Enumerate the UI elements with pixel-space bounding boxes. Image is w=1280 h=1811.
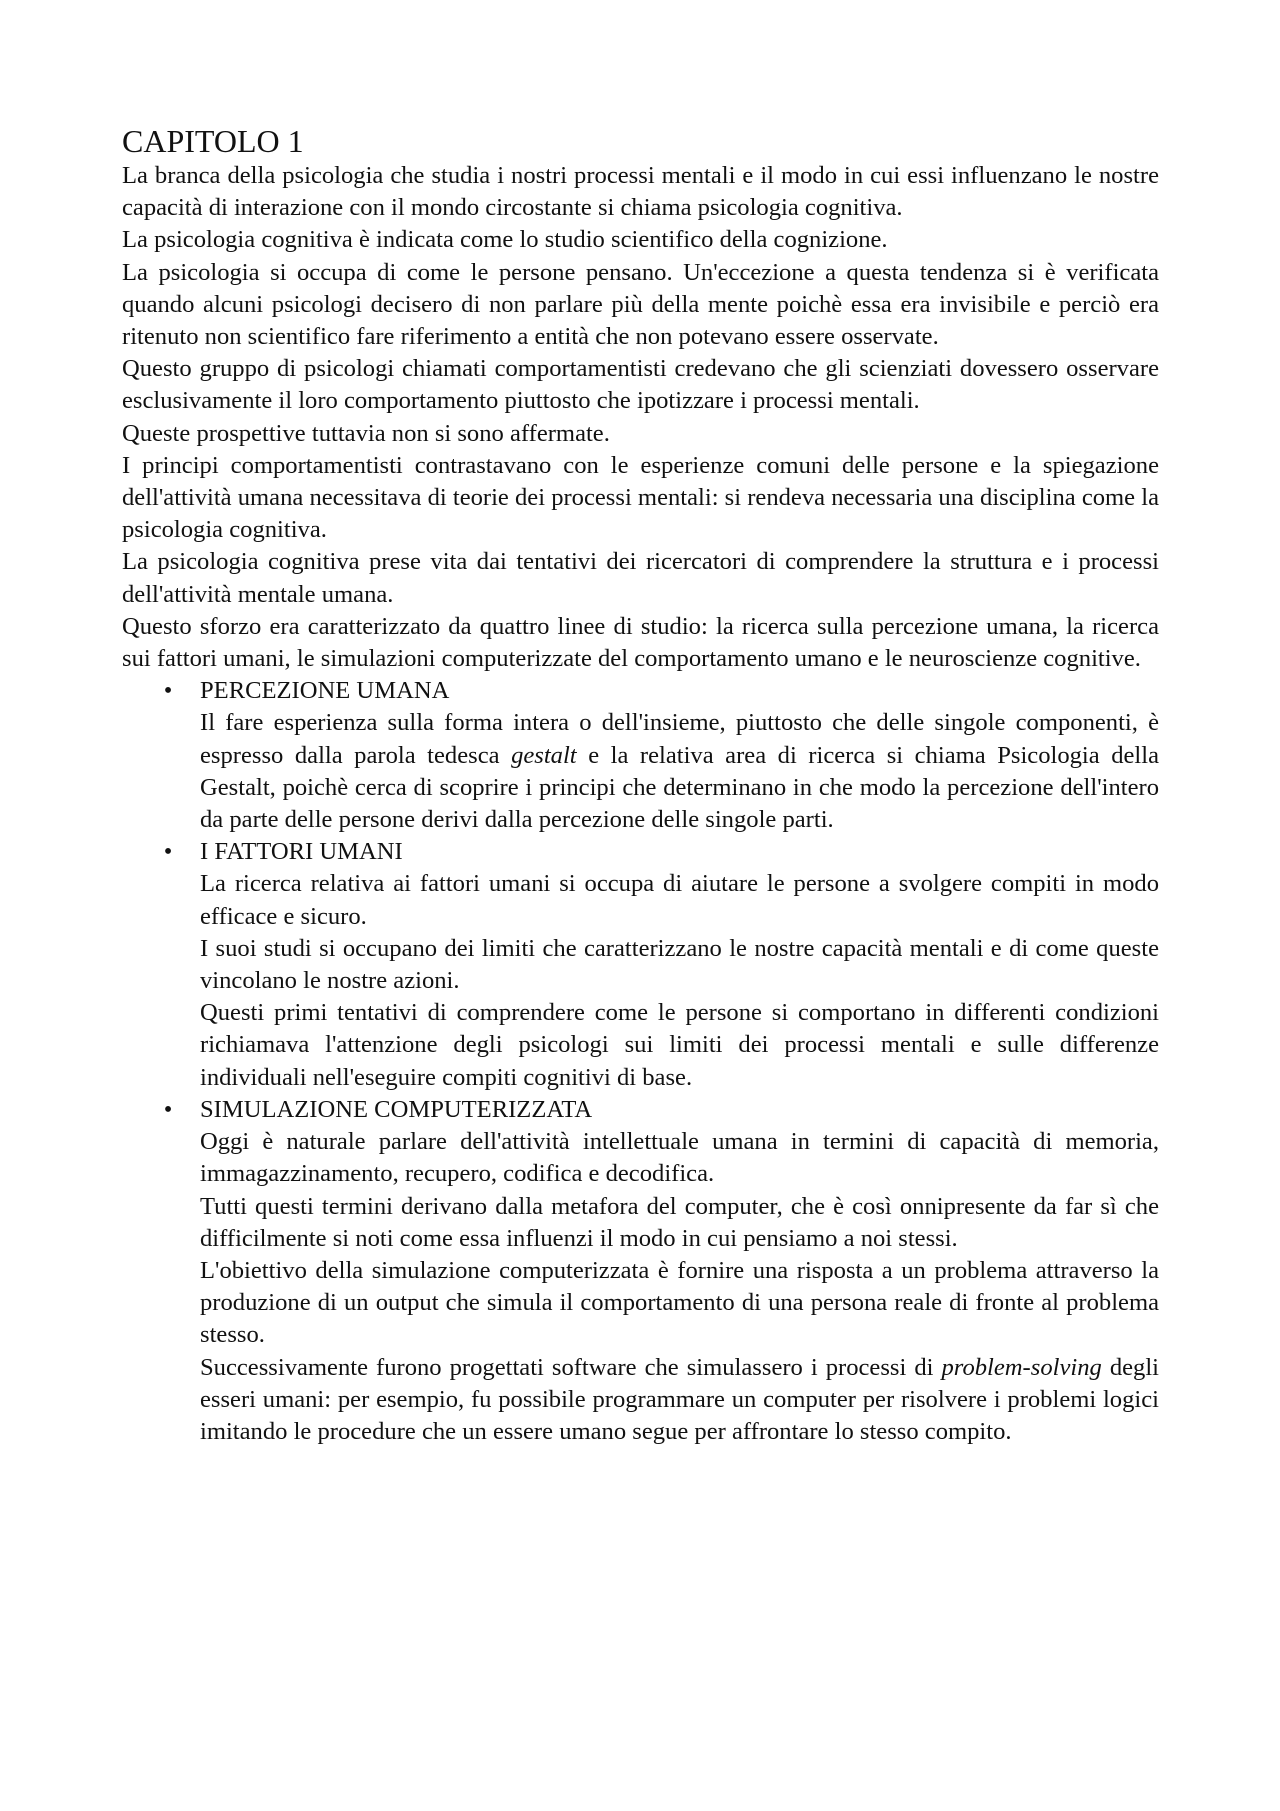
topic-paragraph: L'obiettivo della simulazione computerizzata è fornire una risposta a un problema attraverso la produzione di un output che simula il comportamento di una persona reale di fronte al problema stesso. <box>200 1256 1159 1349</box>
text-run: Il fare esperienza sulla forma intera o dell'insieme, piuttosto che delle singole componenti, è espresso dalla parola tedesca <box>200 709 1159 769</box>
intro-paragraph: Queste prospettive tuttavia non si sono affermate. <box>122 419 610 447</box>
topic-heading: SIMULAZIONE COMPUTERIZZATA <box>200 1095 593 1123</box>
bullet-icon: • <box>163 1095 173 1123</box>
topics-list <box>122 675 1159 1448</box>
topic-percezione-umana <box>163 675 1159 836</box>
topic-fattori-umani <box>163 836 1159 1094</box>
italic-term: problem-solving <box>941 1353 1102 1381</box>
intro-paragraph: Questo sforzo era caratterizzato da quattro linee di studio: la ricerca sulla percezione umana, la ricerca sui fattori umani, le simulazioni computerizzate del comportamento umano e le neuroscienze cognitive. <box>122 612 1159 673</box>
intro-paragraph: I principi comportamentisti contrastavano con le esperienze comuni delle persone e la spiegazione dell'attività umana necessitava di teorie dei processi mentali: si rendeva necessaria una disciplina come la psicologia cognitiva. <box>122 451 1159 544</box>
topic-paragraph <box>200 707 1159 836</box>
topic-paragraph: Oggi è naturale parlare dell'attività intellettuale umana in termini di capacità di memoria, immagazzinamento, recupero, codifica e decodifica. <box>200 1128 1159 1188</box>
topic-simulazione-computerizzata <box>163 1094 1159 1448</box>
topic-heading: PERCEZIONE UMANA <box>200 677 450 705</box>
document-page <box>122 122 1159 1448</box>
chapter-title: CAPITOLO 1 <box>122 123 304 159</box>
topic-paragraph: Tutti questi termini derivano dalla metafora del computer, che è così onnipresente da far sì che difficilmente si noti come essa influenzi il modo in cui pensiamo a noi stessi. <box>200 1192 1159 1252</box>
text-run: Successivamente furono progettati software che simulassero i processi di <box>200 1353 942 1381</box>
topic-paragraph: La ricerca relativa ai fattori umani si occupa di aiutare le persone a svolgere compiti in modo efficace e sicuro. <box>200 870 1159 930</box>
topic-paragraph <box>200 1352 1159 1449</box>
intro-paragraph: La psicologia si occupa di come le persone pensano. Un'eccezione a questa tendenza si è verificata quando alcuni psicologi decisero di non parlare più della mente poichè essa era invisibile e perciò era ritenuto non scientifico fare riferimento a entità che non potevano essere osservate. <box>122 258 1159 351</box>
topic-paragraph: I suoi studi si occupano dei limiti che caratterizzano le nostre capacità mentali e di come queste vincolano le nostre azioni. <box>200 934 1159 995</box>
topic-paragraph: Questi primi tentativi di comprendere come le persone si comportano in differenti condizioni richiamava l'attenzione degli psicologi sui limiti dei processi mentali e sulle differenze individuali nell'eseguire compiti cognitivi di base. <box>200 999 1159 1091</box>
italic-term: gestalt <box>511 741 577 769</box>
text-run: e la relativa area di ricerca si chiama Psicologia della Gestalt, poichè cerca di scoprire i principi che determinano in che modo la percezione dell'intero da parte delle persone derivi dalla percezione delle singole parti. <box>200 741 1159 834</box>
intro-paragraph: La psicologia cognitiva è indicata come lo studio scientifico della cognizione. <box>122 226 888 254</box>
topic-heading: I FATTORI UMANI <box>200 838 403 866</box>
intro-paragraph: Questo gruppo di psicologi chiamati comportamentisti credevano che gli scienziati dovessero osservare esclusivamente il loro comportamento piuttosto che ipotizzare i processi mentali. <box>122 355 1159 415</box>
intro-paragraph: La branca della psicologia che studia i nostri processi mentali e il modo in cui essi influenzano le nostre capacità di interazione con il mondo circostante si chiama psicologia cognitiva. <box>122 162 1159 222</box>
bullet-icon: • <box>163 677 173 705</box>
intro-paragraph: La psicologia cognitiva prese vita dai tentativi dei ricercatori di comprendere la struttura e i processi dell'attività mentale umana. <box>122 548 1159 608</box>
text-run: degli esseri umani: per esempio, fu possibile programmare un computer per risolvere i problemi logici imitando le procedure che un essere umano segue per affrontare lo stesso compito. <box>200 1353 1159 1445</box>
bullet-icon: • <box>163 838 173 866</box>
